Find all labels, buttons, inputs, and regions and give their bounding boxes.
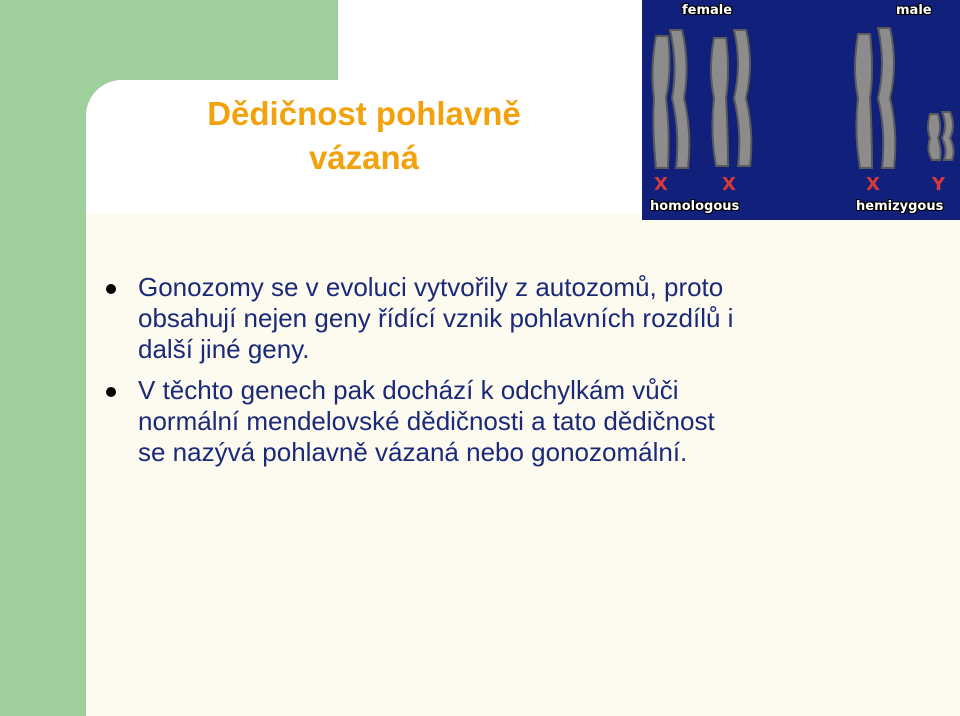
letter-x-female-1: X — [654, 174, 668, 195]
title-line-2: vázaná — [308, 139, 420, 176]
bullet-item — [104, 375, 744, 468]
chromosome-x-female-2 — [711, 30, 751, 166]
hemizygous-label: hemizygous — [856, 199, 944, 214]
chromosome-figure — [642, 0, 960, 220]
title-line-1: Dědičnost pohlavně — [207, 95, 521, 132]
letter-y-male: Y — [932, 174, 946, 195]
male-label: male — [896, 3, 932, 18]
letter-x-male: X — [866, 174, 880, 195]
chromosome-y-male — [928, 112, 954, 160]
bullet-text: V těchto genech pak dochází k odchylkám vůči normální mendelovské dědičnosti a tato dědičnost se nazývá pohlavně vázaná nebo gonozomální. — [138, 375, 715, 467]
chromosome-x-male — [855, 28, 895, 168]
bullet-list — [104, 272, 744, 478]
green-decor-strip — [0, 0, 86, 716]
female-label: female — [682, 3, 733, 18]
bullet-item — [104, 272, 744, 365]
chromosome-x-female-1 — [652, 30, 689, 168]
chromosome-drawing — [642, 0, 960, 220]
letter-x-female-2: X — [722, 174, 736, 195]
bullet-dot-icon — [106, 387, 116, 397]
homologous-label: homologous — [650, 199, 740, 214]
slide-title — [86, 92, 642, 180]
bullet-text: Gonozomy se v evoluci vytvořily z autozomů, proto obsahují nejen geny řídící vznik pohlavních rozdílů i další jiné geny. — [138, 272, 734, 364]
bullet-dot-icon — [106, 284, 116, 294]
